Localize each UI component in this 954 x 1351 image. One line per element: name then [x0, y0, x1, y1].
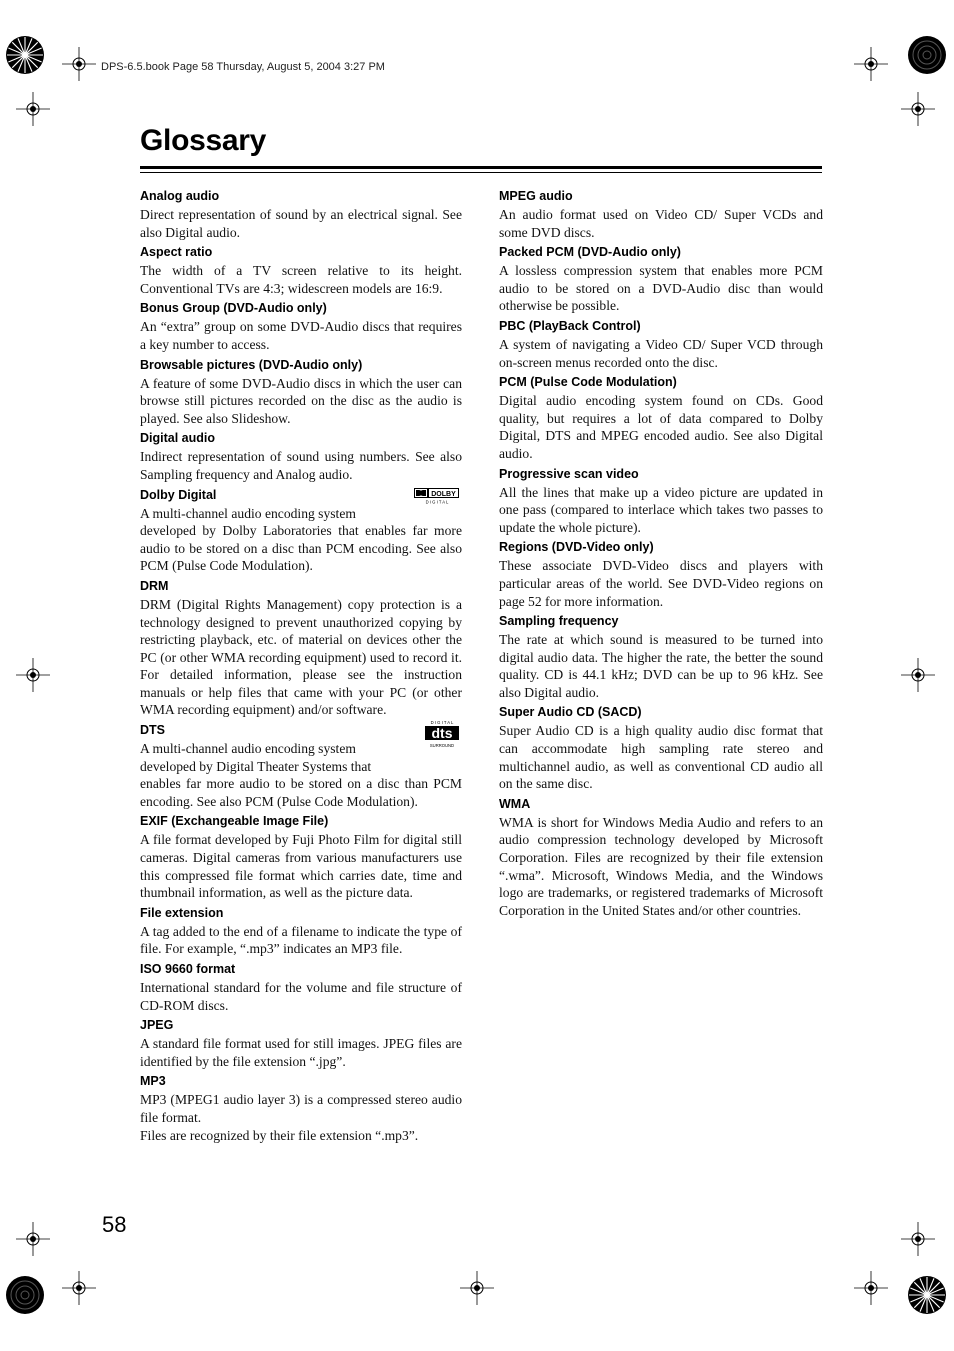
glossary-term: JPEG	[140, 1018, 174, 1033]
page-number: 58	[102, 1212, 127, 1237]
glossary-term: MP3	[140, 1074, 166, 1089]
glossary-term: PCM (Pulse Code Modulation)	[499, 375, 677, 390]
glossary-entry	[499, 540, 823, 610]
glossary-definition: enables far more audio to be stored on a disc than PCM encoding. See also PCM (Pulse Code Modulation).	[140, 776, 462, 809]
glossary-entry	[140, 1074, 462, 1144]
glossary-term: Bonus Group (DVD-Audio only)	[140, 301, 327, 316]
glossary-entry	[140, 301, 462, 353]
glossary-entry	[499, 797, 823, 920]
glossary-definition: A feature of some DVD-Audio discs in which the user can browse still pictures recorded on the disc as the audio is played. See also Slideshow.	[140, 375, 462, 426]
glossary-definition: Super Audio CD is a high quality audio disc format that can accommodate high sampling rate stereo and multichannel audio, as well as conventional CD audio all on the same disc.	[499, 723, 823, 792]
glossary-definition-lead: A multi-channel audio encoding system	[140, 505, 356, 521]
glossary-term: EXIF (Exchangeable Image File)	[140, 814, 329, 829]
crosshair-mark-icon	[16, 92, 50, 126]
glossary-entry-dolby	[140, 488, 462, 575]
glossary-term: Packed PCM (DVD-Audio only)	[499, 245, 681, 260]
glossary-entry	[140, 962, 462, 1014]
glossary-term: Analog audio	[140, 189, 220, 203]
glossary-entry	[140, 1018, 462, 1070]
glossary-entry	[140, 358, 462, 428]
glossary-entry	[140, 245, 462, 297]
registration-target-icon	[4, 1274, 46, 1316]
glossary-entry-dts	[140, 720, 462, 810]
glossary-entry	[499, 375, 823, 462]
glossary-entry	[499, 189, 823, 241]
registration-starburst-icon	[906, 1274, 948, 1316]
glossary-definition: An “extra” group on some DVD-Audio discs that requires a key number to access.	[140, 319, 462, 352]
glossary-definition: Direct representation of sound by an electrical signal. See also Digital audio.	[140, 207, 462, 240]
glossary-term: Sampling frequency	[499, 614, 619, 629]
glossary-column-right	[499, 189, 823, 923]
crosshair-mark-icon	[460, 1271, 494, 1305]
glossary-definition: These associate DVD-Video discs and players with particular areas of the world. See DVD-Video regions on page 52 for more information.	[499, 558, 823, 609]
glossary-definition: Indirect representation of sound using numbers. See also Sampling frequency and Analog audio.	[140, 449, 462, 482]
glossary-definition: All the lines that make up a video picture are updated in one pass (compared to interlace which takes two passes to update the whole picture).	[499, 484, 823, 535]
glossary-definition: A system of navigating a Video CD/ Super VCD through on-screen menus recorded onto the disc.	[499, 336, 823, 370]
crosshair-mark-icon	[854, 47, 888, 81]
glossary-definition: A lossless compression system that enables more PCM audio to be stored on a DVD-Audio disc than would otherwise be possible.	[499, 263, 823, 314]
glossary-entry	[499, 319, 823, 371]
glossary-definition: The rate at which sound is measured to be turned into digital audio data. The higher the rate, the better the sound quality. CD is 44.1 kHz; DVD can be up to 96 kHz. See also Digital audio.	[499, 632, 823, 700]
glossary-definition: The width of a TV screen relative to its height. Conventional TVs are 4:3; widescreen models are 16:9.	[140, 263, 462, 296]
dolby-digital-logo	[414, 488, 460, 504]
glossary-term: WMA	[499, 796, 531, 811]
crosshair-mark-icon	[901, 1222, 935, 1256]
dts-logo-bottomword: SURROUND	[429, 743, 455, 749]
glossary-definition: A file format developed by Fuji Photo Film for digital still cameras. Digital cameras from various manufacturers use this compressed file format which carries date, time and thumbnail information, as well as the picture data.	[140, 832, 462, 901]
glossary-definition: A tag added to the end of a filename to indicate the type of file. For example, “.mp3” indicates an MP3 file.	[140, 923, 462, 957]
glossary-term: Browsable pictures (DVD-Audio only)	[140, 357, 363, 372]
registration-starburst-icon	[4, 34, 46, 76]
glossary-entry	[140, 906, 462, 958]
glossary-term: DRM	[140, 578, 169, 593]
glossary-term: File extension	[140, 905, 224, 920]
dts-logo-word: dts	[431, 725, 453, 742]
glossary-entry	[499, 245, 823, 315]
crosshair-mark-icon	[16, 658, 50, 692]
glossary-term: ISO 9660 format	[140, 962, 236, 976]
glossary-entry	[140, 814, 462, 901]
glossary-definition: MP3 (MPEG1 audio layer 3) is a compressed stereo audio file format.	[140, 1092, 462, 1125]
glossary-column-left	[140, 189, 462, 1148]
glossary-term: MPEG audio	[499, 189, 573, 203]
glossary-term: Digital audio	[140, 431, 215, 446]
printer-slug-line: DPS-6.5.book Page 58 Thursday, August 5, 2004 3:27 PM	[101, 61, 385, 73]
crosshair-mark-icon	[62, 47, 96, 81]
glossary-term: Progressive scan video	[499, 466, 639, 481]
glossary-entry	[140, 579, 462, 719]
glossary-definition-lead: A multi-channel audio encoding system developed by Digital Theater Systems that	[140, 741, 372, 774]
page-title: Glossary	[140, 124, 267, 157]
registration-target-icon	[906, 34, 948, 76]
glossary-definition: developed by Dolby Laboratories that enables far more audio to be stored on a disc than PCM encoding. See also PCM (Pulse Code Modulation).	[140, 523, 462, 574]
glossary-entry	[140, 431, 462, 483]
glossary-definition-extra: Files are recognized by their file extension “.mp3”.	[140, 1127, 419, 1143]
glossary-term: Regions (DVD-Video only)	[499, 540, 654, 555]
dolby-logo-word: DOLBY	[431, 490, 456, 498]
glossary-entry	[499, 705, 823, 792]
glossary-term: Super Audio CD (SACD)	[499, 705, 642, 720]
glossary-definition: Digital audio encoding system found on CDs. Good quality, but requires a lot of data compared to Dolby Digital, DTS and MPEG encoded audio. See also Digital audio.	[499, 393, 823, 461]
glossary-term: Dolby Digital	[140, 487, 217, 502]
dolby-logo-subword: D I G I T A L	[425, 499, 449, 504]
glossary-definition: DRM (Digital Rights Management) copy protection is a technology designed to prevent unauthorized copying by restricting playback, etc. of material on devices other the PC (or other WMA recording equipment) used to record it. For detailed information, please see the instruction manuals or help files that came with your PC (or other WMA recording equipment) and/or software.	[140, 596, 462, 718]
crosshair-mark-icon	[901, 92, 935, 126]
crosshair-mark-icon	[854, 1271, 888, 1305]
glossary-entry	[499, 614, 823, 701]
glossary-entry	[499, 467, 823, 537]
glossary-definition: WMA is short for Windows Media Audio and refers to an audio compression technology developed by Microsoft Corporation. Files are recognized by their file extension “.wma”. Microsoft, Windows Media, and the Windows logo are trademarks, or registered trademarks of Microsoft Corporation in the United States and/or other countries.	[499, 814, 823, 918]
crosshair-mark-icon	[901, 658, 935, 692]
glossary-term: PBC (PlayBack Control)	[499, 318, 641, 333]
glossary-term: DTS	[140, 723, 165, 738]
glossary-definition: A standard file format used for still images. JPEG files are identified by the file extension “.jpg”.	[140, 1036, 462, 1069]
title-rule-thin	[140, 172, 822, 173]
glossary-entry	[140, 189, 462, 241]
glossary-definition: International standard for the volume and file structure of CD-ROM discs.	[140, 980, 462, 1013]
dts-logo-topword: D I G I T A L	[430, 720, 454, 726]
glossary-term: Aspect ratio	[140, 245, 213, 260]
dts-digital-surround-logo	[424, 719, 460, 749]
crosshair-mark-icon	[62, 1271, 96, 1305]
title-rule-thick	[140, 166, 822, 169]
crosshair-mark-icon	[16, 1222, 50, 1256]
glossary-definition: An audio format used on Video CD/ Super VCDs and some DVD discs.	[499, 207, 823, 240]
